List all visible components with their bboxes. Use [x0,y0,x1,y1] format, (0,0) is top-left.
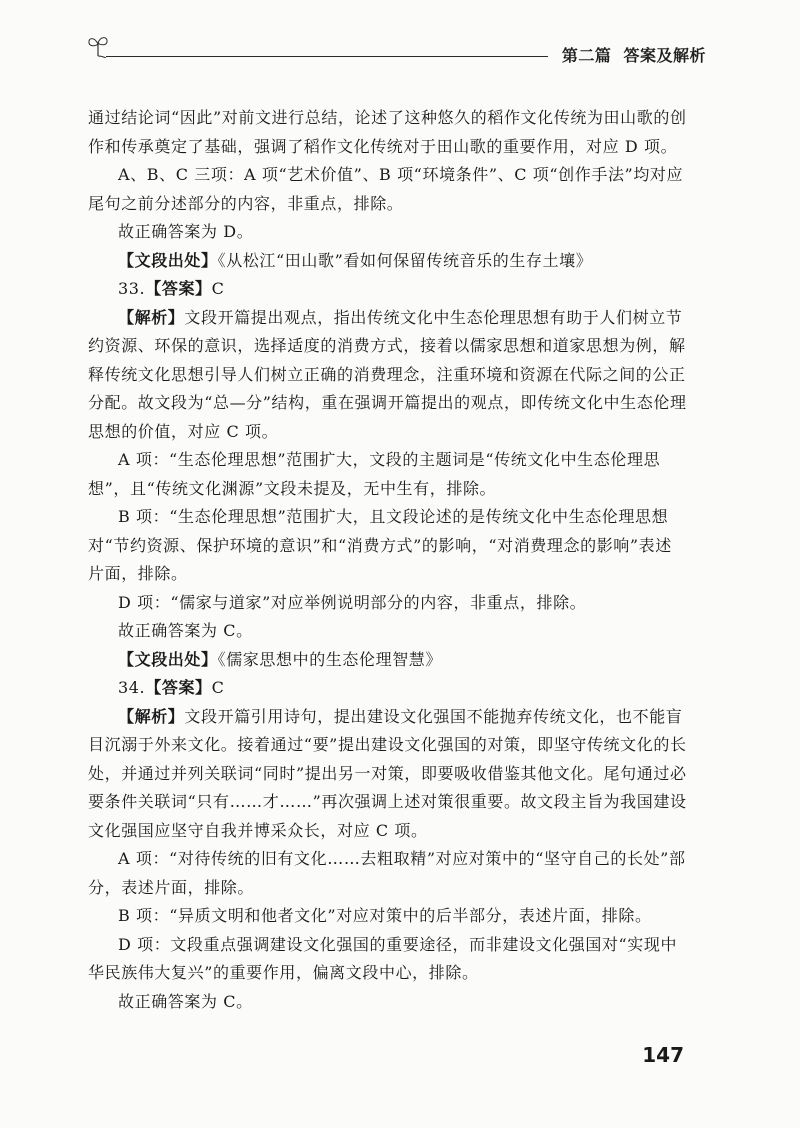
correct-answer-line: 故正确答案为 C。 [118,991,253,1011]
paragraph: A 项：“对待传统的旧有文化……去粗取精”对应对策中的“坚守自己的长处”部分，表述片面，排除。 [88,849,686,897]
header-section: 第二篇 [561,46,612,65]
answer-line [88,275,688,304]
running-header [86,30,706,70]
analysis-tag: 【解析】 [118,706,185,726]
answer-explanations [88,104,688,1016]
paragraph: A 项：“生态伦理思想”范围扩大，文段的主题词是“传统文化中生态伦理思想”，且“传统文化渊源”文段未提及，无中生有，排除。 [88,450,661,498]
correct-answer-line: 故正确答案为 D。 [118,222,254,241]
question-number: 34. [118,678,146,697]
paragraph: D 项：文段重点强调建设文化强国的重要途径，而非建设文化强国对“实现中华民族伟大复兴”的重要作用，偏离文段中心，排除。 [88,934,678,982]
answer-value: C [211,279,225,298]
answer-tag: 【答案】 [145,279,212,298]
page-number: 147 [642,1043,684,1067]
analysis-paragraph: 【解析】文段开篇引用诗句，提出建设文化强国不能抛弃传统文化，也不能盲目沉溺于外来文化。接着通过“要”提出建设文化强国的对策，即坚守传统文化的长处，并通过并列关联词“同时”提出另一对策，即要吸收借鉴其他文化。尾句通过必要条件关联词“只有……才……”再次强调上述对策很重要。故文段主旨为我国建设文化强国应坚守自我并博采众长，对应 C 项。 [88,706,687,840]
sprout-icon [86,32,110,58]
paragraph: D 项：“儒家与道家”对应举例说明部分的内容，非重点，排除。 [118,592,587,612]
paragraph: B 项：“生态伦理思想”范围扩大，且文段论述的是传统文化中生态伦理思想对“节约资源、保护环境的意识”和“消费方式”的影响，“对消费理念的影响”表述片面，排除。 [88,507,672,583]
paragraph: B 项：“异质文明和他者文化”对应对策中的后半部分，表述片面，排除。 [118,906,652,925]
analysis-tag: 【解析】 [118,307,185,327]
answer-tag: 【答案】 [145,678,212,697]
correct-answer-line: 故正确答案为 C。 [118,621,253,640]
header-title [562,43,706,66]
header-section-title: 答案及解析 [623,46,706,65]
paragraph: A、B、C 三项：A 项“艺术价值”、B 项“环境条件”、C 项“创作手法”均对应尾句之前分述部分的内容，非重点，排除。 [88,165,684,213]
answer-value: C [211,678,225,697]
paragraph: 通过结论词“因此”对前文进行总结，论述了这种悠久的稻作文化传统为田山歌的创作和传承奠定了基础，强调了稻作文化传统对于田山歌的重要作用，对应 D 项。 [88,108,687,156]
source-line: 【文段出处】《从松江“田山歌”看如何保留传统音乐的生存土壤》 [118,250,593,270]
source-line: 【文段出处】《儒家思想中的生态伦理智慧》 [118,649,443,669]
answer-line [88,674,688,703]
analysis-paragraph: 【解析】文段开篇提出观点，指出传统文化中生态伦理思想有助于人们树立节约资源、环保的意识，选择适度的消费方式，接着以儒家思想和道家思想为例，解释传统文化思想引导人们树立正确的消费理念，注重环境和资源在代际之间的公正分配。故文段为“总—分”结构，重在强调开篇提出的观点，即传统文化中生态伦理思想的价值，对应 C 项。 [88,307,687,441]
source-tag: 【文段出处】 [118,649,218,669]
header-rule [106,56,548,57]
question-number: 33. [118,279,146,298]
source-tag: 【文段出处】 [118,250,218,270]
